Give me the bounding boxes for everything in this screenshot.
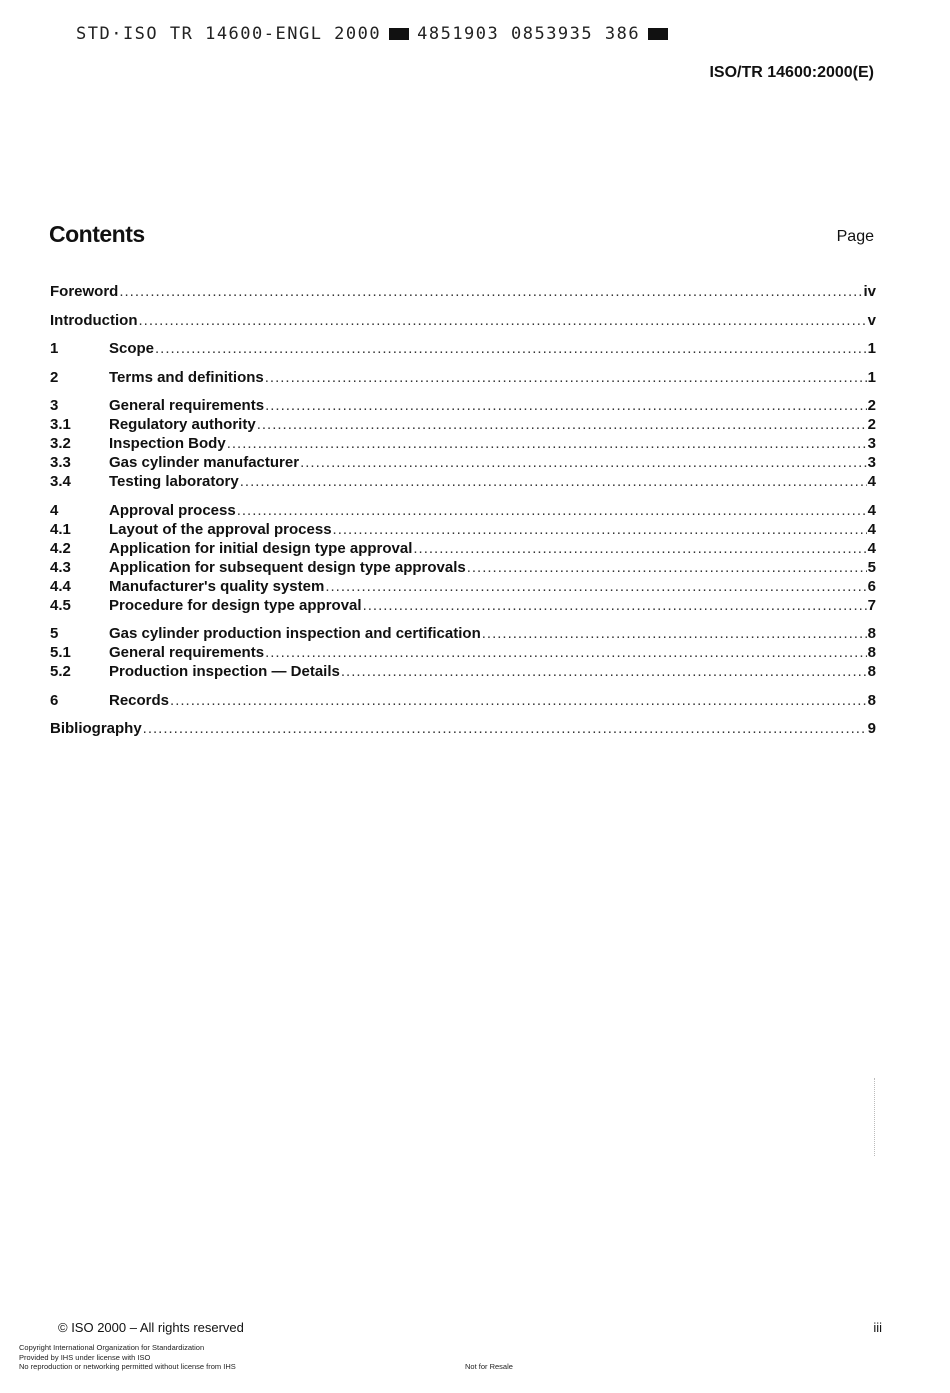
toc-entry-3-4[interactable] bbox=[50, 473, 876, 492]
toc-title: General requirements bbox=[109, 644, 265, 661]
toc-entry-foreword[interactable] bbox=[50, 283, 876, 302]
toc-leader bbox=[265, 644, 867, 661]
toc-page: 1 bbox=[867, 368, 876, 386]
toc-entry-5[interactable] bbox=[50, 625, 876, 644]
std-code-left: STD·ISO TR 14600-ENGL 2000 bbox=[76, 24, 382, 44]
toc-leader bbox=[138, 312, 866, 329]
toc-leader bbox=[227, 435, 867, 452]
license-notice bbox=[19, 1343, 236, 1372]
contents-title: Contents bbox=[49, 221, 145, 247]
toc-entry-3-3[interactable] bbox=[50, 454, 876, 473]
toc-title: Scope bbox=[109, 340, 155, 357]
toc-leader bbox=[119, 283, 862, 300]
toc-entry-6[interactable] bbox=[50, 692, 876, 711]
toc-page: v bbox=[867, 311, 876, 329]
license-line: No reproduction or networking permitted without license from IHS bbox=[19, 1362, 236, 1371]
toc-page: 3 bbox=[867, 454, 876, 471]
toc-number: 5.1 bbox=[50, 644, 71, 661]
toc-title: Gas cylinder production inspection and certification bbox=[109, 625, 481, 642]
toc-title: Foreword bbox=[50, 283, 119, 300]
toc-number: 4.5 bbox=[50, 596, 71, 614]
toc-title: Layout of the approval process bbox=[109, 520, 332, 538]
toc-title: Bibliography bbox=[50, 720, 142, 737]
toc-page: 4 bbox=[867, 539, 876, 557]
std-header-line bbox=[76, 24, 676, 44]
toc-number: 2 bbox=[50, 368, 59, 386]
toc-number: 1 bbox=[50, 340, 59, 357]
toc-page: 4 bbox=[867, 520, 876, 538]
toc-entry-3[interactable] bbox=[50, 397, 876, 416]
toc-leader bbox=[265, 369, 867, 386]
redaction-block bbox=[389, 28, 409, 40]
toc-number: 3.1 bbox=[50, 416, 71, 433]
toc-entry-2[interactable] bbox=[50, 369, 876, 388]
toc-page: 4 bbox=[867, 473, 876, 490]
toc-entry-4-3[interactable] bbox=[50, 559, 876, 578]
toc-title: Procedure for design type approval bbox=[109, 596, 362, 614]
toc-entry-5-1[interactable] bbox=[50, 644, 876, 663]
toc-title: General requirements bbox=[109, 397, 265, 414]
toc-page: 8 bbox=[867, 663, 876, 680]
toc-leader bbox=[413, 540, 866, 557]
toc-page: 1 bbox=[867, 340, 876, 357]
toc-number: 6 bbox=[50, 691, 59, 709]
toc-title: Testing laboratory bbox=[109, 473, 239, 490]
toc-number: 3.3 bbox=[50, 454, 71, 471]
toc-leader bbox=[325, 578, 866, 595]
toc-number: 5 bbox=[50, 625, 59, 642]
toc-number: 4 bbox=[50, 501, 59, 519]
toc-entry-introduction[interactable] bbox=[50, 312, 876, 331]
toc-title: Terms and definitions bbox=[109, 368, 264, 386]
toc-number: 4.2 bbox=[50, 539, 71, 557]
toc-leader bbox=[300, 454, 867, 471]
std-code-right: 4851903 0853935 386 bbox=[417, 24, 641, 44]
document-id: ISO/TR 14600:2000(E) bbox=[709, 64, 874, 81]
toc-leader bbox=[341, 663, 867, 680]
toc-title: Inspection Body bbox=[109, 435, 226, 452]
toc-page: 4 bbox=[867, 501, 876, 519]
toc-page: 3 bbox=[867, 435, 876, 452]
toc-leader bbox=[265, 397, 867, 414]
toc-number: 4.1 bbox=[50, 520, 71, 538]
toc-leader bbox=[257, 416, 867, 433]
scan-artifact-line bbox=[874, 1078, 876, 1156]
toc-title: Production inspection — Details bbox=[109, 663, 340, 680]
toc-page: 2 bbox=[867, 397, 876, 414]
toc-entry-4-4[interactable] bbox=[50, 578, 876, 597]
toc-leader bbox=[482, 625, 867, 642]
toc-leader bbox=[240, 473, 867, 490]
table-of-contents bbox=[50, 283, 876, 739]
toc-entry-4-5[interactable] bbox=[50, 597, 876, 616]
toc-leader bbox=[467, 559, 867, 576]
toc-number: 3 bbox=[50, 397, 59, 414]
toc-page: 9 bbox=[867, 720, 876, 737]
toc-entry-5-2[interactable] bbox=[50, 663, 876, 682]
toc-entry-3-1[interactable] bbox=[50, 416, 876, 435]
toc-title: Gas cylinder manufacturer bbox=[109, 454, 300, 471]
toc-page: 8 bbox=[867, 691, 876, 709]
toc-title: Application for initial design type approval bbox=[109, 539, 413, 557]
toc-page: 2 bbox=[867, 416, 876, 433]
toc-title: Application for subsequent design type approvals bbox=[109, 558, 466, 576]
toc-title: Introduction bbox=[50, 311, 138, 329]
toc-leader bbox=[143, 720, 867, 737]
toc-page: 8 bbox=[867, 644, 876, 661]
toc-title: Manufacturer's quality system bbox=[109, 577, 325, 595]
toc-page: 7 bbox=[867, 596, 876, 614]
toc-leader bbox=[155, 340, 867, 357]
toc-entry-4-1[interactable] bbox=[50, 521, 876, 540]
toc-leader bbox=[363, 597, 867, 614]
not-for-resale-notice: Not for Resale bbox=[465, 1362, 513, 1371]
toc-leader bbox=[237, 502, 867, 519]
page-column-label: Page bbox=[836, 228, 874, 245]
toc-number: 3.2 bbox=[50, 435, 71, 452]
toc-number: 3.4 bbox=[50, 473, 71, 490]
toc-page: 6 bbox=[867, 577, 876, 595]
toc-leader bbox=[333, 521, 867, 538]
toc-entry-1[interactable] bbox=[50, 340, 876, 359]
toc-page: iv bbox=[863, 283, 876, 300]
toc-leader bbox=[170, 692, 867, 709]
toc-entry-4[interactable] bbox=[50, 502, 876, 521]
toc-title: Approval process bbox=[109, 501, 236, 519]
toc-number: 5.2 bbox=[50, 663, 71, 680]
copyright-notice: © ISO 2000 – All rights reserved bbox=[58, 1320, 244, 1335]
toc-title: Regulatory authority bbox=[109, 416, 256, 433]
toc-page: 8 bbox=[867, 625, 876, 642]
toc-entry-3-2[interactable] bbox=[50, 435, 876, 454]
page-number: iii bbox=[873, 1320, 882, 1335]
license-line: Copyright International Organization for Standardization bbox=[19, 1343, 205, 1352]
toc-entry-bibliography[interactable] bbox=[50, 720, 876, 739]
toc-page: 5 bbox=[867, 558, 876, 576]
redaction-block bbox=[648, 28, 668, 40]
toc-title: Records bbox=[109, 691, 170, 709]
toc-entry-4-2[interactable] bbox=[50, 540, 876, 559]
toc-number: 4.4 bbox=[50, 577, 71, 595]
license-line: Provided by IHS under license with ISO bbox=[19, 1352, 151, 1362]
toc-number: 4.3 bbox=[50, 558, 71, 576]
